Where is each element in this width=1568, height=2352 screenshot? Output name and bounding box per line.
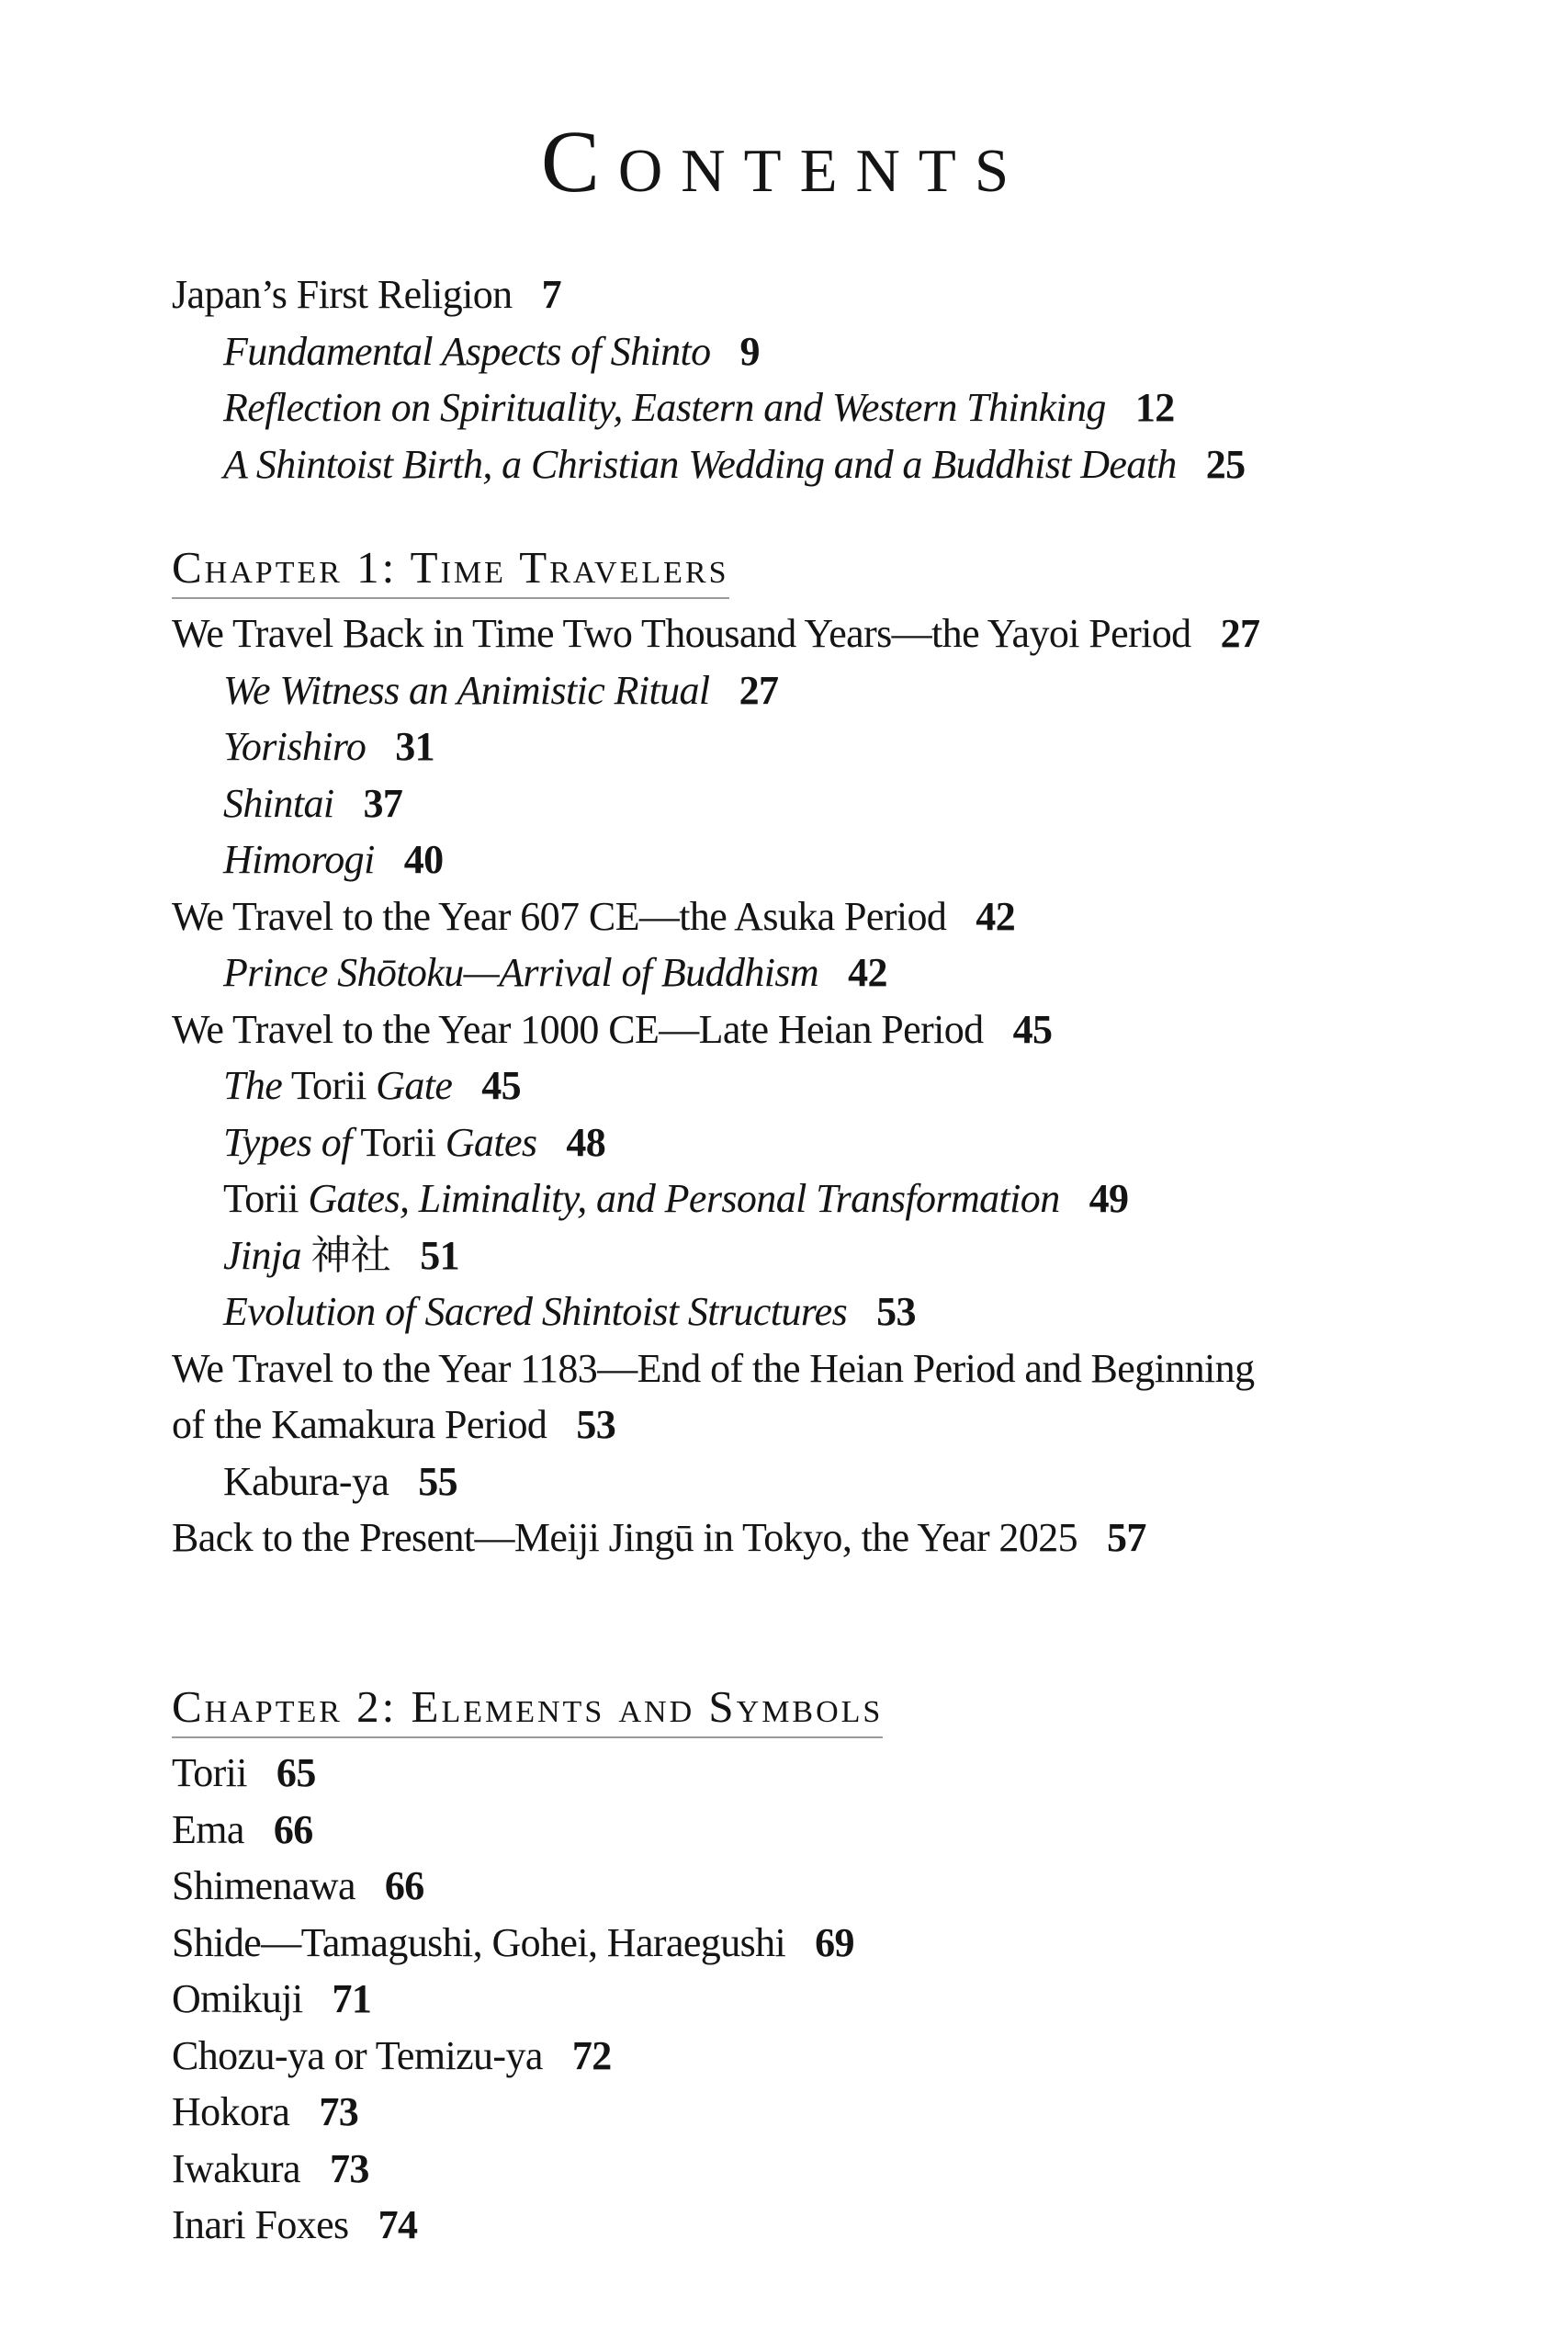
toc-entry: Chozu-ya or Temizu-ya 72 [172,2032,612,2078]
toc-subentry: Kabura-ya 55 [223,1458,458,1504]
page-title: Contents [540,112,1028,210]
chapter-1-heading: Chapter 1: Time Travelers [172,540,729,599]
toc-subentry: Himorogi 40 [223,837,444,882]
toc-subentry: Jinja 神社 51 [223,1232,460,1278]
toc-chapter-2 [172,1679,1421,2254]
toc-entry: Iwakura 73 [172,2145,369,2191]
toc-entry: Hokora 73 [172,2089,359,2134]
toc-entry: Back to the Present—Meiji Jingū in Tokyo, the Year 2025 57 [172,1515,1146,1560]
toc-entry: Ema 66 [172,1806,313,1852]
chapter-2-heading: Chapter 2: Elements and Symbols [172,1679,883,1738]
toc-subentry: Yorishiro 31 [223,724,435,769]
toc-subentry: Shintai 37 [223,780,403,826]
toc-entry: We Travel Back in Time Two Thousand Years—the Yayoi Period 27 [172,611,1260,656]
toc-subentry: Fundamental Aspects of Shinto 9 [223,328,760,374]
toc-entry: Shide—Tamagushi, Gohei, Haraegushi 69 [172,1919,854,1965]
toc-subentry: A Shintoist Birth, a Christian Wedding and a Buddhist Death 25 [223,441,1246,487]
toc-entry: Torii 65 [172,1750,316,1795]
toc-subentry: Prince Shōtoku—Arrival of Buddhism 42 [223,950,887,995]
toc-subentry: We Witness an Animistic Ritual 27 [223,667,779,713]
toc-subentry: Evolution of Sacred Shintoist Structures 53 [223,1289,916,1334]
toc-entry: Japan’s First Religion 7 [172,272,561,317]
toc-entry: Shimenawa 66 [172,1863,424,1908]
toc-entry: Inari Foxes 74 [172,2202,418,2247]
toc-entry: We Travel to the Year 1183—End of the Heian Period and Beginning of the Kamakura Period 53 [172,1345,1255,1447]
toc-subentry: The Torii Gate 45 [223,1063,522,1108]
toc-entry: We Travel to the Year 607 CE—the Asuka Period 42 [172,893,1016,939]
toc-entry: Omikuji 71 [172,1976,372,2021]
toc-entry: We Travel to the Year 1000 CE—Late Heian Period 45 [172,1006,1053,1052]
toc-subentry: Reflection on Spirituality, Eastern and Western Thinking 12 [223,385,1175,430]
toc-subentry: Types of Torii Gates 48 [223,1119,606,1165]
toc-chapter-1 [172,540,1421,1566]
toc-subentry: Torii Gates, Liminality, and Personal Transformation 49 [223,1176,1129,1221]
toc-intro [172,266,1421,492]
